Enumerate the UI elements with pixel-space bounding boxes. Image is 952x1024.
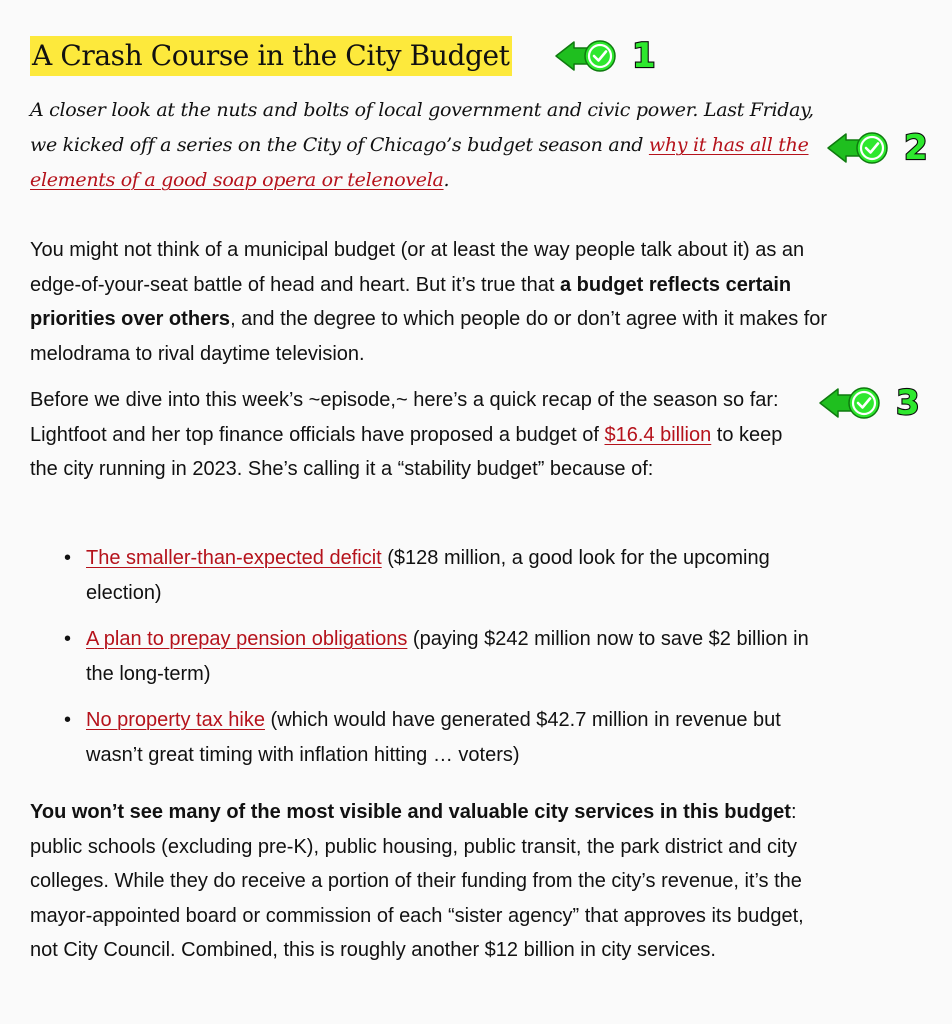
stability-reasons-list	[30, 541, 820, 784]
paragraph-recap-text-end: to keep the city running in 2023. She’s calling it a “stability budget” because of:	[30, 423, 783, 480]
paragraph-sister-agencies	[30, 795, 830, 968]
marker-number: 2	[904, 128, 928, 168]
bullet-icon: •	[64, 628, 72, 650]
pension-link[interactable]: A plan to prepay pension obligations	[86, 628, 408, 650]
list-item	[64, 622, 820, 691]
paragraph-sister-agencies-text: : public schools (excluding pre-K), public housing, public transit, the park district and city colleges. While they do receive a portion of their funding from the city’s revenue, it’s the mayor-appointed board or commission of each “sister agency” that approves its budget, not City Council. Combined, this is roughly another $12 billion in city services.	[30, 801, 804, 961]
check-icon	[826, 128, 896, 168]
deficit-link[interactable]: The smaller-than-expected deficit	[86, 547, 382, 569]
marker-number: 1	[632, 36, 656, 76]
paragraph-sister-agencies-bold: You won’t see many of the most visible and valuable city services in this budget	[30, 801, 791, 823]
list-item-text: (which would have generated $42.7 million in revenue but wasn’t great timing with inflation hitting … voters)	[86, 709, 781, 766]
marker-number: 3	[896, 383, 920, 423]
bullet-icon: •	[64, 709, 72, 731]
annotation-marker-1	[554, 36, 656, 76]
check-icon	[554, 36, 624, 76]
article-title: A Crash Course in the City Budget	[30, 36, 512, 76]
budget-amount-link[interactable]: $16.4 billion	[604, 423, 712, 446]
property-tax-link[interactable]: No property tax hike	[86, 709, 265, 731]
bullet-icon: •	[64, 547, 72, 569]
paragraph-recap	[30, 383, 810, 487]
paragraph-recap-text: Before we dive into this week’s ~episode,~ here’s a quick recap of the season so far: Lightfoot and her top finance officials have proposed a budget of	[30, 389, 779, 446]
paragraph-intro-bold: a budget reflects certain priorities over others	[30, 273, 792, 330]
list-item	[64, 703, 820, 772]
list-item-text: ($128 million, a good look for the upcoming election)	[86, 547, 770, 604]
article-dek	[30, 93, 820, 198]
dek-text-end: .	[443, 169, 450, 191]
list-item	[64, 541, 820, 610]
paragraph-intro-text: You might not think of a municipal budget (or at least the way people talk about it) as an edge-of-your-seat battle of head and heart. But it’s true that	[30, 239, 805, 296]
list-item-text: (paying $242 million now to save $2 billion in the long-term)	[86, 628, 809, 685]
dek-text: A closer look at the nuts and bolts of local government and civic power. Last Friday, we kicked off a series on the City of Chicago’s budget season and	[30, 99, 814, 156]
annotation-marker-3	[818, 383, 920, 423]
check-icon	[818, 383, 888, 423]
annotation-marker-2	[826, 128, 928, 168]
paragraph-intro	[30, 233, 830, 371]
soap-opera-link[interactable]: why it has all the elements of a good soap opera or telenovela	[30, 134, 809, 191]
paragraph-intro-text-end: , and the degree to which people do or don’t agree with it makes for melodrama to rival daytime television.	[30, 308, 828, 365]
